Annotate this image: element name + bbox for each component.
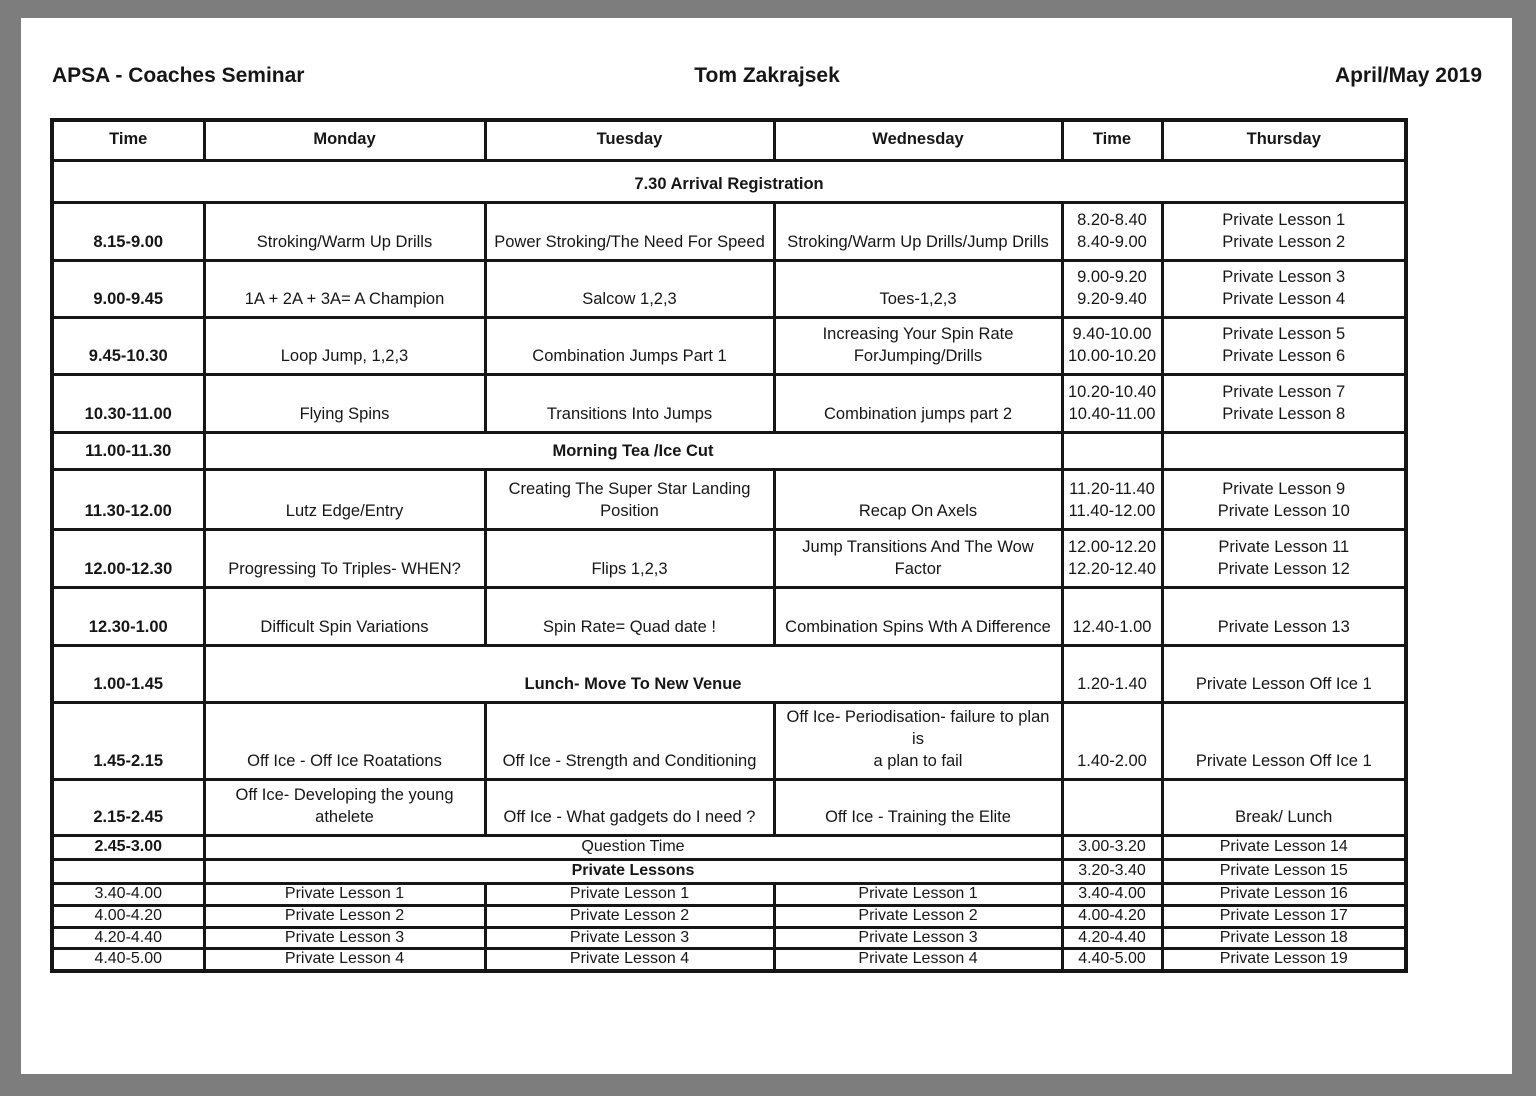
cell-thursday: Private Lesson 11 Private Lesson 12	[1162, 529, 1406, 587]
cell-time-pm: 4.40-5.00	[1062, 949, 1162, 971]
table-row	[52, 883, 1406, 905]
cell-tuesday: Combination Jumps Part 1	[485, 317, 774, 374]
cell-thursday: Private Lesson 9 Private Lesson 10	[1162, 469, 1406, 529]
table-header-row	[52, 120, 1406, 160]
cell-time-pm: 12.40-1.00	[1062, 587, 1162, 645]
cell-thursday: Private Lesson 1 Private Lesson 2	[1162, 202, 1406, 260]
cell-tuesday: Salcow 1,2,3	[485, 260, 774, 317]
cell-time-pm: 3.40-4.00	[1062, 883, 1162, 905]
question-time-row	[52, 835, 1406, 859]
cell-monday: Private Lesson 2	[204, 905, 485, 927]
table-row	[52, 587, 1406, 645]
cell-tuesday: Transitions Into Jumps	[485, 374, 774, 432]
cell-time-pm: 9.00-9.20 9.20-9.40	[1062, 260, 1162, 317]
cell-time: 9.45-10.30	[52, 317, 204, 374]
cell-tuesday: Private Lesson 2	[485, 905, 774, 927]
cell-wednesday: Jump Transitions And The Wow Factor	[774, 529, 1062, 587]
cell-thursday: Private Lesson 17	[1162, 905, 1406, 927]
cell-monday: Stroking/Warm Up Drills	[204, 202, 485, 260]
cell-tuesday: Power Stroking/The Need For Speed	[485, 202, 774, 260]
cell-time: 1.45-2.15	[52, 702, 204, 779]
cell-monday: Off Ice - Off Ice Roatations	[204, 702, 485, 779]
table-row	[52, 317, 1406, 374]
cell-tuesday: Flips 1,2,3	[485, 529, 774, 587]
cell-thursday: Private Lesson 7 Private Lesson 8	[1162, 374, 1406, 432]
cell-time-pm: 9.40-10.00 10.00-10.20	[1062, 317, 1162, 374]
cell-time: 11.00-11.30	[52, 432, 204, 469]
cell-thursday: Private Lesson 5 Private Lesson 6	[1162, 317, 1406, 374]
cell-time-pm: 1.40-2.00	[1062, 702, 1162, 779]
cell-time-pm	[1062, 432, 1162, 469]
cell-wednesday: Private Lesson 3	[774, 927, 1062, 949]
coach-name: Tom Zakrajsek	[694, 64, 840, 87]
header-time: Time	[52, 120, 204, 160]
cell-thursday: Private Lesson Off Ice 1	[1162, 702, 1406, 779]
cell-tuesday: Private Lesson 3	[485, 927, 774, 949]
table-row	[52, 702, 1406, 779]
cell-wednesday: Increasing Your Spin Rate ForJumping/Drills	[774, 317, 1062, 374]
cell-wednesday: Combination Spins Wth A Difference	[774, 587, 1062, 645]
cell-thursday	[1162, 432, 1406, 469]
question-time-banner: Question Time	[204, 835, 1062, 859]
cell-tuesday: Private Lesson 4	[485, 949, 774, 971]
cell-monday: Difficult Spin Variations	[204, 587, 485, 645]
cell-thursday: Private Lesson Off Ice 1	[1162, 645, 1406, 702]
date-range: April/May 2019	[1334, 64, 1483, 87]
table-row	[52, 202, 1406, 260]
morning-tea-row	[52, 432, 1406, 469]
cell-time-pm: 8.20-8.40 8.40-9.00	[1062, 202, 1162, 260]
cell-thursday: Private Lesson 13	[1162, 587, 1406, 645]
cell-time-pm: 4.20-4.40	[1062, 927, 1162, 949]
cell-wednesday: Combination jumps part 2	[774, 374, 1062, 432]
cell-tuesday: Off Ice - Strength and Conditioning	[485, 702, 774, 779]
cell-wednesday: Private Lesson 2	[774, 905, 1062, 927]
cell-thursday: Private Lesson 3 Private Lesson 4	[1162, 260, 1406, 317]
cell-time-pm	[1062, 779, 1162, 835]
cell-time-pm: 4.00-4.20	[1062, 905, 1162, 927]
cell-monday: Private Lesson 3	[204, 927, 485, 949]
cell-time	[52, 859, 204, 883]
cell-tuesday: Spin Rate= Quad date !	[485, 587, 774, 645]
cell-thursday: Break/ Lunch	[1162, 779, 1406, 835]
cell-time-pm: 3.00-3.20	[1062, 835, 1162, 859]
cell-time-pm: 10.20-10.40 10.40-11.00	[1062, 374, 1162, 432]
cell-monday: Progressing To Triples- WHEN?	[204, 529, 485, 587]
table-row	[52, 469, 1406, 529]
private-lessons-row	[52, 859, 1406, 883]
lunch-row	[52, 645, 1406, 702]
cell-time: 10.30-11.00	[52, 374, 204, 432]
table-row	[52, 529, 1406, 587]
table-row	[52, 374, 1406, 432]
cell-monday: Private Lesson 4	[204, 949, 485, 971]
cell-tuesday: Creating The Super Star Landing Position	[485, 469, 774, 529]
cell-time: 12.30-1.00	[52, 587, 204, 645]
table-row	[52, 779, 1406, 835]
cell-monday: Off Ice- Developing the young athelete	[204, 779, 485, 835]
document-page	[21, 18, 1512, 1074]
cell-time-pm: 1.20-1.40	[1062, 645, 1162, 702]
cell-thursday: Private Lesson 18	[1162, 927, 1406, 949]
header-thursday: Thursday	[1162, 120, 1406, 160]
cell-thursday: Private Lesson 19	[1162, 949, 1406, 971]
cell-monday: 1A + 2A + 3A= A Champion	[204, 260, 485, 317]
cell-time: 3.40-4.00	[52, 883, 204, 905]
cell-wednesday: Private Lesson 4	[774, 949, 1062, 971]
seminar-title: APSA - Coaches Seminar	[52, 64, 305, 87]
arrival-banner: 7.30 Arrival Registration	[52, 160, 1406, 202]
cell-wednesday: Recap On Axels	[774, 469, 1062, 529]
document-header	[52, 64, 1482, 88]
cell-time-pm: 11.20-11.40 11.40-12.00	[1062, 469, 1162, 529]
cell-time: 2.45-3.00	[52, 835, 204, 859]
morning-tea-banner: Morning Tea /Ice Cut	[204, 432, 1062, 469]
header-wednesday: Wednesday	[774, 120, 1062, 160]
cell-time: 4.40-5.00	[52, 949, 204, 971]
cell-time-pm: 3.20-3.40	[1062, 859, 1162, 883]
cell-time: 9.00-9.45	[52, 260, 204, 317]
cell-time: 4.20-4.40	[52, 927, 204, 949]
header-monday: Monday	[204, 120, 485, 160]
arrival-banner-row	[52, 160, 1406, 202]
schedule-table	[50, 118, 1408, 973]
cell-wednesday: Private Lesson 1	[774, 883, 1062, 905]
cell-time: 1.00-1.45	[52, 645, 204, 702]
cell-monday: Private Lesson 1	[204, 883, 485, 905]
cell-wednesday: Stroking/Warm Up Drills/Jump Drills	[774, 202, 1062, 260]
cell-monday: Flying Spins	[204, 374, 485, 432]
cell-time: 11.30-12.00	[52, 469, 204, 529]
header-time-pm: Time	[1062, 120, 1162, 160]
cell-wednesday: Toes-1,2,3	[774, 260, 1062, 317]
cell-tuesday: Off Ice - What gadgets do I need ?	[485, 779, 774, 835]
cell-time: 2.15-2.45	[52, 779, 204, 835]
cell-monday: Loop Jump, 1,2,3	[204, 317, 485, 374]
cell-time: 12.00-12.30	[52, 529, 204, 587]
cell-monday: Lutz Edge/Entry	[204, 469, 485, 529]
cell-time: 8.15-9.00	[52, 202, 204, 260]
cell-time: 4.00-4.20	[52, 905, 204, 927]
private-lessons-banner: Private Lessons	[204, 859, 1062, 883]
cell-thursday: Private Lesson 16	[1162, 883, 1406, 905]
cell-tuesday: Private Lesson 1	[485, 883, 774, 905]
table-row	[52, 927, 1406, 949]
cell-time-pm: 12.00-12.20 12.20-12.40	[1062, 529, 1162, 587]
cell-wednesday: Off Ice- Periodisation- failure to plan is a plan to fail	[774, 702, 1062, 779]
table-row	[52, 949, 1406, 971]
lunch-banner: Lunch- Move To New Venue	[204, 645, 1062, 702]
cell-wednesday: Off Ice - Training the Elite	[774, 779, 1062, 835]
cell-thursday: Private Lesson 15	[1162, 859, 1406, 883]
table-row	[52, 260, 1406, 317]
cell-thursday: Private Lesson 14	[1162, 835, 1406, 859]
table-row	[52, 905, 1406, 927]
header-tuesday: Tuesday	[485, 120, 774, 160]
